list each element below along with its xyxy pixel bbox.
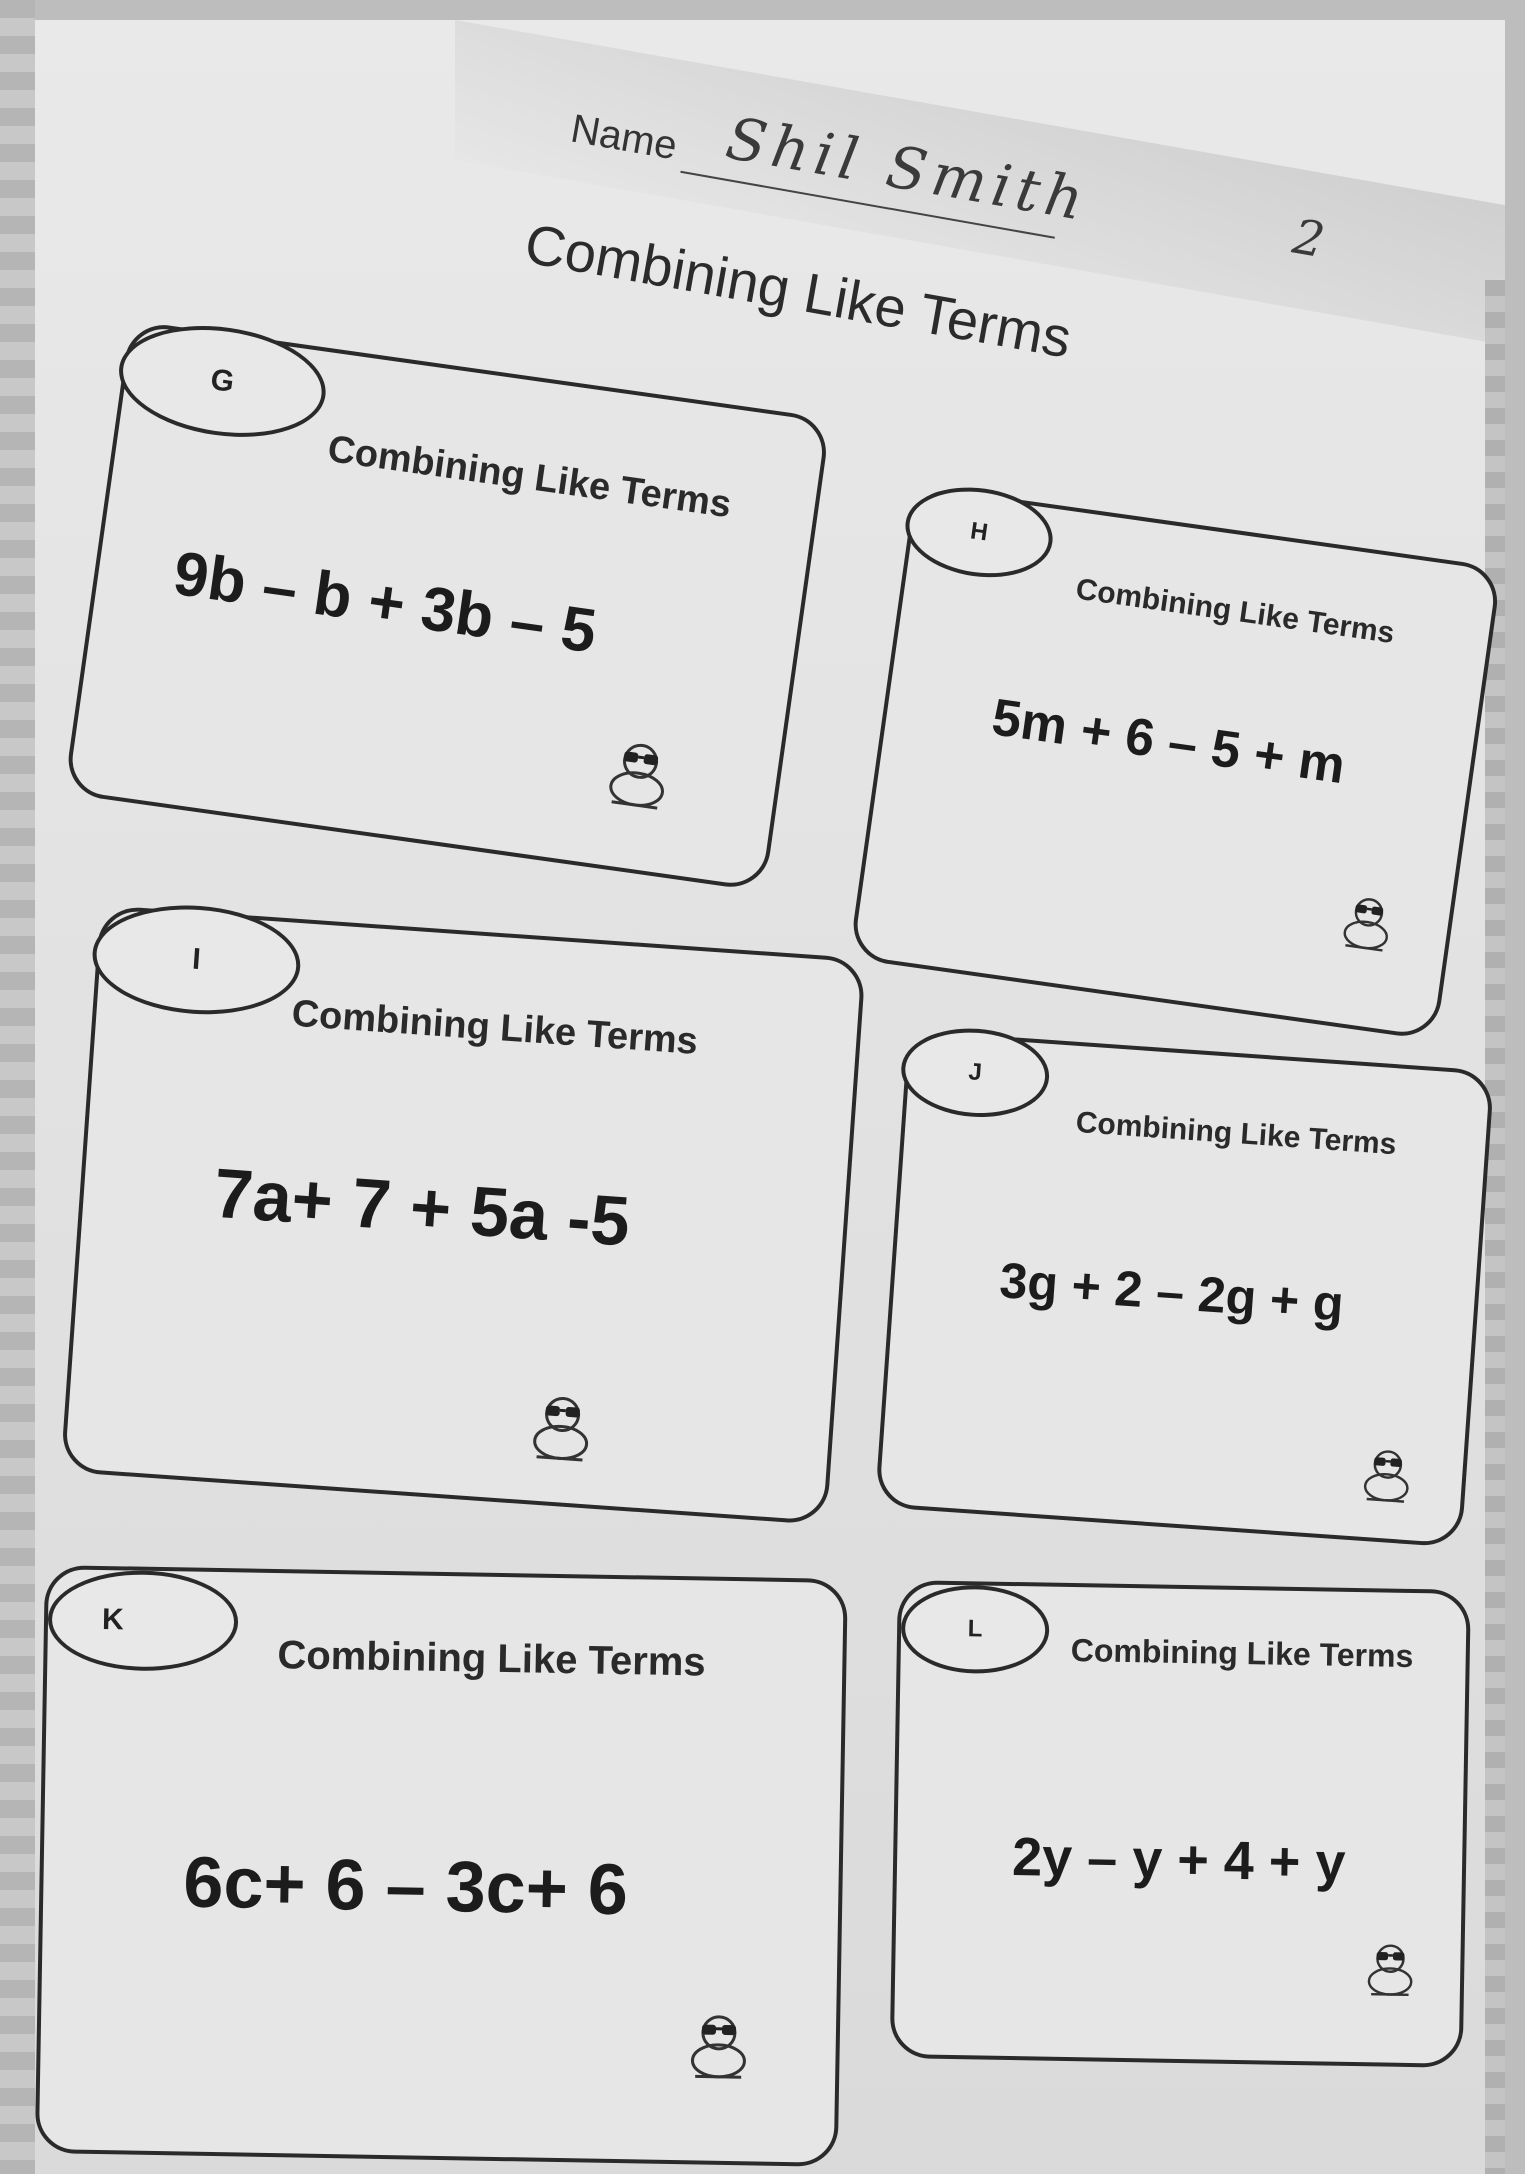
card-expression: 7a+ 7 + 5a -5	[211, 1153, 633, 1261]
score-handwritten: 2	[1288, 208, 1329, 270]
task-card-k	[35, 1565, 848, 2167]
duck-with-sunglasses-icon	[516, 1380, 608, 1472]
card-letter-badge: H	[900, 479, 1059, 587]
paper-edge-right	[1485, 280, 1505, 2174]
task-card-i	[60, 905, 866, 1525]
card-expression: 2y – y + 4 + y	[1011, 1827, 1346, 1893]
duck-with-sunglasses-icon	[590, 724, 687, 821]
card-letter-badge: J	[898, 1024, 1052, 1122]
card-title: Combining Like Terms	[1074, 1105, 1398, 1162]
card-expression: 5m + 6 – 5 + m	[988, 688, 1349, 796]
task-card-g	[63, 320, 831, 892]
name-label: Name	[567, 106, 681, 169]
duck-with-sunglasses-icon	[1328, 882, 1407, 961]
card-letter-badge: K	[47, 1569, 239, 1672]
card-expression: 3g + 2 – 2g + g	[997, 1252, 1346, 1332]
card-title: Combining Like Terms	[290, 992, 700, 1063]
card-title: Combining Like Terms	[325, 428, 734, 527]
task-card-j	[875, 1030, 1495, 1548]
card-title: Combining Like Terms	[1073, 572, 1397, 650]
card-letter-badge: G	[112, 314, 333, 450]
task-card-l	[890, 1580, 1471, 2068]
page-title: Combining Like Terms	[520, 211, 1076, 370]
task-card-h	[848, 485, 1502, 1041]
duck-with-sunglasses-icon	[1355, 1932, 1426, 2003]
card-title: Combining Like Terms	[1070, 1632, 1414, 1675]
card-letter-badge: I	[89, 899, 304, 1021]
duck-with-sunglasses-icon	[1350, 1436, 1425, 1511]
card-expression: 9b – b + 3b – 5	[169, 538, 601, 667]
card-letter-badge: L	[900, 1584, 1050, 1675]
card-title: Combining Like Terms	[277, 1633, 706, 1685]
card-expression: 6c+ 6 – 3c+ 6	[182, 1842, 629, 1931]
duck-with-sunglasses-icon	[675, 2000, 762, 2087]
student-name-handwritten: Shil Smith	[721, 103, 1095, 235]
